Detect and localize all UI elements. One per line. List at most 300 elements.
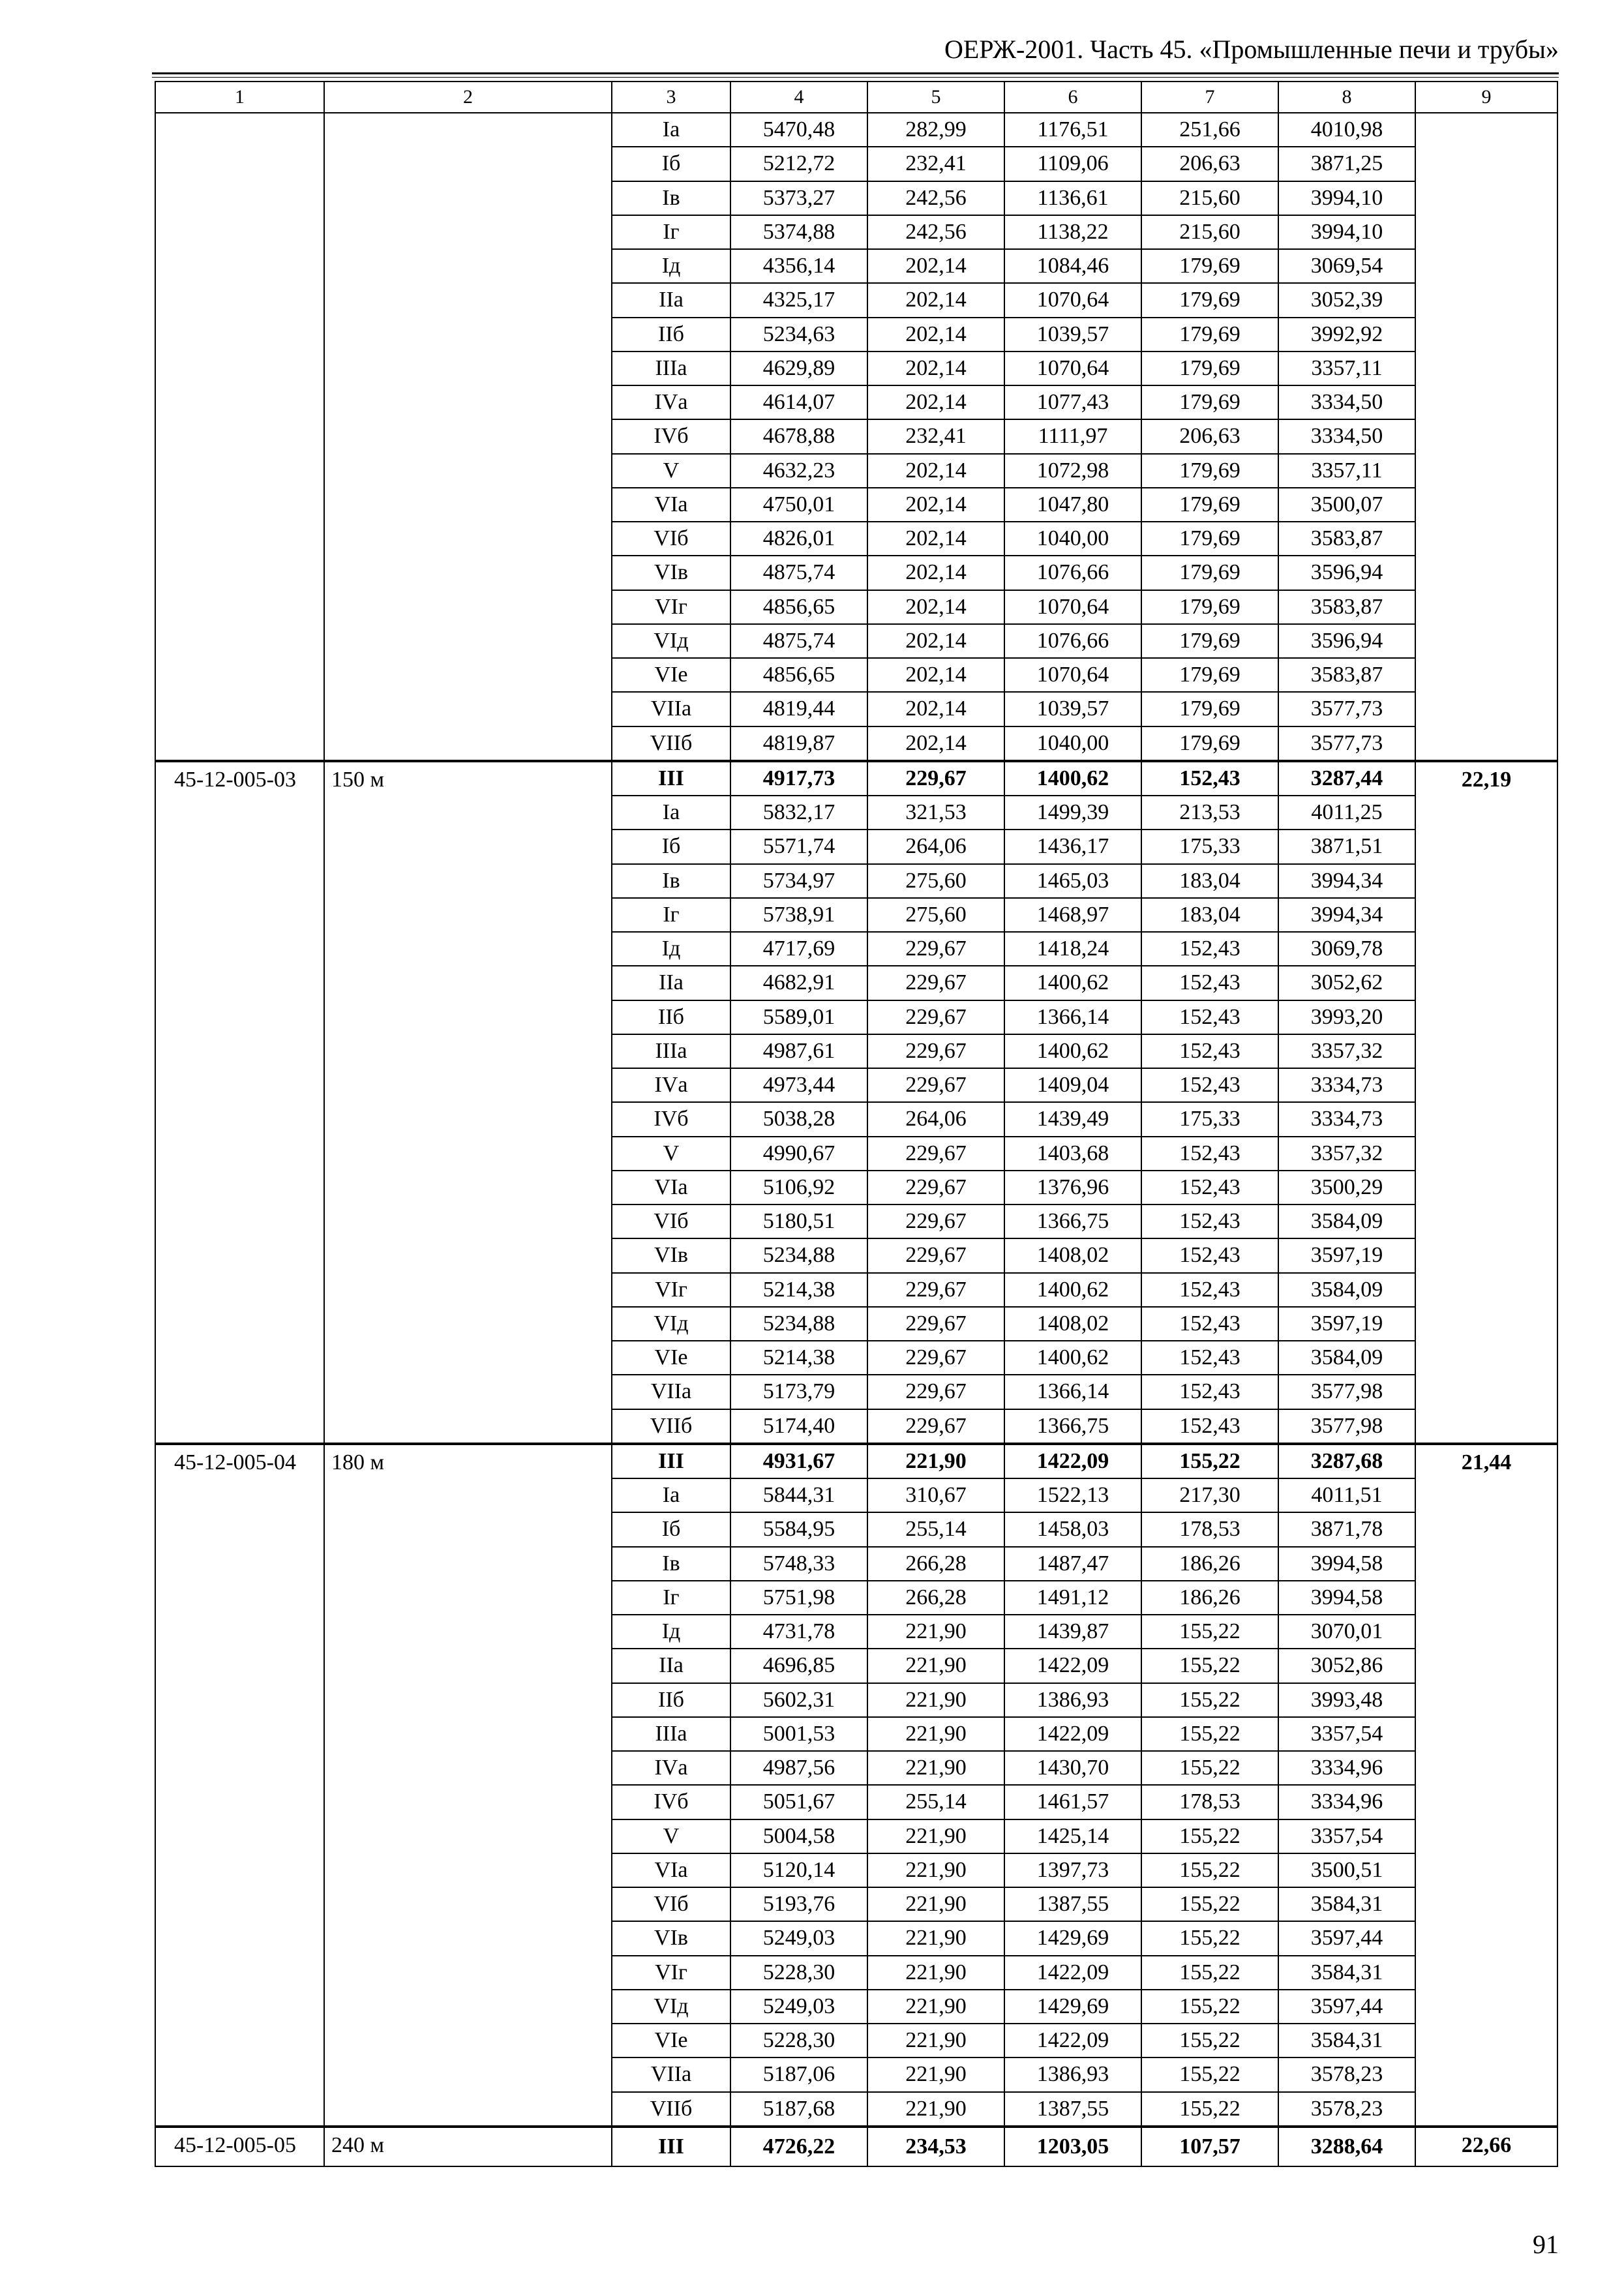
value-cell: 229,67 xyxy=(867,1000,1004,1034)
value-cell: 202,14 xyxy=(867,318,1004,352)
value-cell: 215,60 xyxy=(1141,215,1278,249)
region-cell: VIа xyxy=(612,1171,730,1204)
value-cell: 5120,14 xyxy=(730,1853,867,1887)
region-cell: VIе xyxy=(612,658,730,692)
value-cell: 1076,66 xyxy=(1004,624,1141,658)
region-cell: Iд xyxy=(612,1615,730,1649)
value-cell: 3334,73 xyxy=(1278,1068,1415,1102)
value-cell: 221,90 xyxy=(867,2024,1004,2057)
value-cell: 3583,87 xyxy=(1278,658,1415,692)
region-cell: VIг xyxy=(612,1273,730,1307)
value-cell: 1376,96 xyxy=(1004,1171,1141,1204)
region-cell: VIв xyxy=(612,556,730,590)
value-cell: 3584,09 xyxy=(1278,1341,1415,1375)
value-cell: 251,66 xyxy=(1141,113,1278,147)
value-cell: 1409,04 xyxy=(1004,1068,1141,1102)
value-cell: 4931,67 xyxy=(730,1444,867,1478)
value-cell: 183,04 xyxy=(1141,898,1278,932)
value-cell: 179,69 xyxy=(1141,692,1278,726)
value-cell: 4819,87 xyxy=(730,726,867,761)
value-cell: 255,14 xyxy=(867,1785,1004,1819)
value-cell: 4990,67 xyxy=(730,1137,867,1171)
region-cell: VIг xyxy=(612,1956,730,1990)
value-cell: 3597,19 xyxy=(1278,1307,1415,1341)
value-cell: 3583,87 xyxy=(1278,590,1415,624)
region-cell: VIIб xyxy=(612,1409,730,1444)
value-cell: 5374,88 xyxy=(730,215,867,249)
value-cell: 3871,25 xyxy=(1278,147,1415,181)
value-cell: 3069,54 xyxy=(1278,249,1415,283)
value-cell: 5734,97 xyxy=(730,864,867,898)
region-cell: Iд xyxy=(612,249,730,283)
value-cell: 3596,94 xyxy=(1278,624,1415,658)
region-cell: VIIа xyxy=(612,692,730,726)
value-cell: 3871,78 xyxy=(1278,1512,1415,1546)
value-cell: 1491,12 xyxy=(1004,1581,1141,1615)
value-cell: 152,43 xyxy=(1141,966,1278,1000)
value-cell: 5004,58 xyxy=(730,1819,867,1853)
value-cell: 3334,96 xyxy=(1278,1785,1415,1819)
column-number: 4 xyxy=(730,82,867,113)
value-cell: 5738,91 xyxy=(730,898,867,932)
rate-code: 45-12-005-05 xyxy=(155,2127,324,2166)
value-cell: 3578,23 xyxy=(1278,2057,1415,2091)
region-cell: VIе xyxy=(612,1341,730,1375)
region-cell: III xyxy=(612,1444,730,1478)
value-cell: 3357,11 xyxy=(1278,454,1415,488)
value-cell: 155,22 xyxy=(1141,1921,1278,1955)
region-cell: IIб xyxy=(612,1683,730,1717)
value-cell: 264,06 xyxy=(867,830,1004,863)
value-cell: 1397,73 xyxy=(1004,1853,1141,1887)
region-cell: IVа xyxy=(612,385,730,419)
value-cell: 221,90 xyxy=(867,1751,1004,1785)
region-cell: IIб xyxy=(612,1000,730,1034)
value-cell: 234,53 xyxy=(867,2127,1004,2166)
value-cell: 1387,55 xyxy=(1004,1887,1141,1921)
value-cell: 221,90 xyxy=(867,1956,1004,1990)
labor-cost xyxy=(1415,113,1557,761)
labor-cost: 22,19 xyxy=(1415,761,1557,1444)
value-cell: 3070,01 xyxy=(1278,1615,1415,1649)
rate-code: 45-12-005-04 xyxy=(155,1444,324,2127)
value-cell: 202,14 xyxy=(867,624,1004,658)
value-cell: 179,69 xyxy=(1141,352,1278,385)
value-cell: 3597,44 xyxy=(1278,1921,1415,1955)
value-cell: 3500,51 xyxy=(1278,1853,1415,1887)
value-cell: 3052,39 xyxy=(1278,283,1415,317)
column-number: 8 xyxy=(1278,82,1415,113)
value-cell: 1403,68 xyxy=(1004,1137,1141,1171)
region-cell: Iб xyxy=(612,1512,730,1546)
value-cell: 232,41 xyxy=(867,147,1004,181)
region-cell: III xyxy=(612,2127,730,2166)
value-cell: 3357,32 xyxy=(1278,1137,1415,1171)
value-cell: 155,22 xyxy=(1141,1717,1278,1751)
region-cell: Iд xyxy=(612,932,730,966)
value-cell: 229,67 xyxy=(867,1204,1004,1238)
value-cell: 5187,68 xyxy=(730,2092,867,2127)
value-cell: 5173,79 xyxy=(730,1375,867,1409)
value-cell: 5193,76 xyxy=(730,1887,867,1921)
column-number: 1 xyxy=(155,82,324,113)
value-cell: 179,69 xyxy=(1141,658,1278,692)
value-cell: 4726,22 xyxy=(730,2127,867,2166)
region-cell: V xyxy=(612,1819,730,1853)
value-cell: 179,69 xyxy=(1141,385,1278,419)
value-cell: 4356,14 xyxy=(730,249,867,283)
region-cell: V xyxy=(612,454,730,488)
value-cell: 3994,58 xyxy=(1278,1547,1415,1581)
header-rule-thin xyxy=(152,77,1559,78)
value-cell: 5106,92 xyxy=(730,1171,867,1204)
value-cell: 1487,47 xyxy=(1004,1547,1141,1581)
value-cell: 4875,74 xyxy=(730,624,867,658)
labor-cost: 21,44 xyxy=(1415,1444,1557,2127)
value-cell: 1522,13 xyxy=(1004,1478,1141,1512)
value-cell: 1387,55 xyxy=(1004,2092,1141,2127)
value-cell: 213,53 xyxy=(1141,796,1278,830)
region-cell: Iг xyxy=(612,1581,730,1615)
column-number-row xyxy=(155,82,1557,113)
value-cell: 202,14 xyxy=(867,556,1004,590)
value-cell: 107,57 xyxy=(1141,2127,1278,2166)
region-cell: IIа xyxy=(612,966,730,1000)
value-cell: 5249,03 xyxy=(730,1921,867,1955)
value-cell: 1084,46 xyxy=(1004,249,1141,283)
column-number: 3 xyxy=(612,82,730,113)
value-cell: 3357,11 xyxy=(1278,352,1415,385)
value-cell: 221,90 xyxy=(867,1717,1004,1751)
region-cell: IVа xyxy=(612,1751,730,1785)
value-cell: 229,67 xyxy=(867,932,1004,966)
region-cell: VIд xyxy=(612,1307,730,1341)
value-cell: 179,69 xyxy=(1141,556,1278,590)
value-cell: 179,69 xyxy=(1141,624,1278,658)
value-cell: 155,22 xyxy=(1141,1819,1278,1853)
value-cell: 4731,78 xyxy=(730,1615,867,1649)
value-cell: 1386,93 xyxy=(1004,1683,1141,1717)
value-cell: 3577,98 xyxy=(1278,1375,1415,1409)
value-cell: 221,90 xyxy=(867,2092,1004,2127)
page-number: 91 xyxy=(1533,2230,1559,2259)
value-cell: 1070,64 xyxy=(1004,658,1141,692)
value-cell: 1040,00 xyxy=(1004,522,1141,556)
value-cell: 1439,87 xyxy=(1004,1615,1141,1649)
value-cell: 4856,65 xyxy=(730,658,867,692)
value-cell: 5832,17 xyxy=(730,796,867,830)
value-cell: 3577,98 xyxy=(1278,1409,1415,1444)
region-cell: IIIа xyxy=(612,1717,730,1751)
value-cell: 152,43 xyxy=(1141,932,1278,966)
labor-cost: 22,66 xyxy=(1415,2127,1557,2166)
value-cell: 1422,09 xyxy=(1004,1956,1141,1990)
value-cell: 155,22 xyxy=(1141,1751,1278,1785)
value-cell: 5373,27 xyxy=(730,181,867,215)
value-cell: 275,60 xyxy=(867,898,1004,932)
value-cell: 1077,43 xyxy=(1004,385,1141,419)
value-cell: 155,22 xyxy=(1141,1683,1278,1717)
value-cell: 229,67 xyxy=(867,1375,1004,1409)
value-cell: 3583,87 xyxy=(1278,522,1415,556)
region-cell: V xyxy=(612,1137,730,1171)
value-cell: 155,22 xyxy=(1141,1649,1278,1683)
value-cell: 178,53 xyxy=(1141,1512,1278,1546)
value-cell: 3500,07 xyxy=(1278,488,1415,522)
value-cell: 1422,09 xyxy=(1004,1649,1141,1683)
table-row xyxy=(155,113,1557,147)
value-cell: 3584,31 xyxy=(1278,2024,1415,2057)
rate-code xyxy=(155,113,324,761)
value-cell: 3357,54 xyxy=(1278,1819,1415,1853)
value-cell: 1436,17 xyxy=(1004,830,1141,863)
region-cell: VIа xyxy=(612,1853,730,1887)
region-cell: VIв xyxy=(612,1238,730,1272)
region-cell: IIIа xyxy=(612,1034,730,1068)
value-cell: 152,43 xyxy=(1141,761,1278,796)
value-cell: 4678,88 xyxy=(730,419,867,453)
value-cell: 229,67 xyxy=(867,1137,1004,1171)
value-cell: 4826,01 xyxy=(730,522,867,556)
column-number: 5 xyxy=(867,82,1004,113)
value-cell: 3584,09 xyxy=(1278,1204,1415,1238)
value-cell: 3052,62 xyxy=(1278,966,1415,1000)
value-cell: 221,90 xyxy=(867,1887,1004,1921)
value-cell: 3994,58 xyxy=(1278,1581,1415,1615)
value-cell: 179,69 xyxy=(1141,283,1278,317)
value-cell: 5234,63 xyxy=(730,318,867,352)
region-cell: Iб xyxy=(612,830,730,863)
value-cell: 155,22 xyxy=(1141,1990,1278,2024)
value-cell: 3597,19 xyxy=(1278,1238,1415,1272)
value-cell: 1422,09 xyxy=(1004,2024,1141,2057)
value-cell: 1400,62 xyxy=(1004,1273,1141,1307)
region-cell: VIд xyxy=(612,624,730,658)
value-cell: 152,43 xyxy=(1141,1273,1278,1307)
value-cell: 1400,62 xyxy=(1004,1034,1141,1068)
region-cell: VIе xyxy=(612,2024,730,2057)
value-cell: 1040,00 xyxy=(1004,726,1141,761)
value-cell: 229,67 xyxy=(867,1068,1004,1102)
value-cell: 152,43 xyxy=(1141,1171,1278,1204)
value-cell: 229,67 xyxy=(867,1171,1004,1204)
value-cell: 152,43 xyxy=(1141,1000,1278,1034)
value-cell: 4632,23 xyxy=(730,454,867,488)
value-cell: 3288,64 xyxy=(1278,2127,1415,2166)
value-cell: 1366,75 xyxy=(1004,1409,1141,1444)
value-cell: 3992,92 xyxy=(1278,318,1415,352)
value-cell: 266,28 xyxy=(867,1581,1004,1615)
value-cell: 155,22 xyxy=(1141,2057,1278,2091)
value-cell: 229,67 xyxy=(867,966,1004,1000)
value-cell: 5589,01 xyxy=(730,1000,867,1034)
value-cell: 5212,72 xyxy=(730,147,867,181)
value-cell: 1408,02 xyxy=(1004,1307,1141,1341)
value-cell: 1461,57 xyxy=(1004,1785,1141,1819)
value-cell: 229,67 xyxy=(867,1238,1004,1272)
value-cell: 221,90 xyxy=(867,1444,1004,1478)
value-cell: 229,67 xyxy=(867,1341,1004,1375)
region-cell: VIд xyxy=(612,1990,730,2024)
value-cell: 4629,89 xyxy=(730,352,867,385)
value-cell: 5214,38 xyxy=(730,1273,867,1307)
region-cell: Iв xyxy=(612,181,730,215)
value-cell: 229,67 xyxy=(867,1307,1004,1341)
value-cell: 4011,25 xyxy=(1278,796,1415,830)
value-cell: 1070,64 xyxy=(1004,590,1141,624)
value-cell: 221,90 xyxy=(867,1853,1004,1887)
value-cell: 202,14 xyxy=(867,249,1004,283)
value-cell: 1465,03 xyxy=(1004,864,1141,898)
value-cell: 175,33 xyxy=(1141,830,1278,863)
value-cell: 155,22 xyxy=(1141,1887,1278,1921)
value-cell: 5180,51 xyxy=(730,1204,867,1238)
region-cell: Iг xyxy=(612,898,730,932)
value-cell: 3584,31 xyxy=(1278,1887,1415,1921)
value-cell: 4717,69 xyxy=(730,932,867,966)
value-cell: 255,14 xyxy=(867,1512,1004,1546)
value-cell: 310,67 xyxy=(867,1478,1004,1512)
value-cell: 1076,66 xyxy=(1004,556,1141,590)
region-cell: VIIа xyxy=(612,1375,730,1409)
value-cell: 4987,56 xyxy=(730,1751,867,1785)
header-rule xyxy=(152,72,1559,74)
column-number: 7 xyxy=(1141,82,1278,113)
value-cell: 1366,14 xyxy=(1004,1000,1141,1034)
value-cell: 1439,49 xyxy=(1004,1102,1141,1136)
value-cell: 1109,06 xyxy=(1004,147,1141,181)
value-cell: 3334,50 xyxy=(1278,385,1415,419)
region-cell: Iв xyxy=(612,864,730,898)
value-cell: 1138,22 xyxy=(1004,215,1141,249)
value-cell: 266,28 xyxy=(867,1547,1004,1581)
value-cell: 4325,17 xyxy=(730,283,867,317)
value-cell: 5187,06 xyxy=(730,2057,867,2091)
value-cell: 3334,50 xyxy=(1278,419,1415,453)
value-cell: 221,90 xyxy=(867,1819,1004,1853)
value-cell: 5234,88 xyxy=(730,1238,867,1272)
value-cell: 3584,31 xyxy=(1278,1956,1415,1990)
value-cell: 155,22 xyxy=(1141,1615,1278,1649)
value-cell: 4875,74 xyxy=(730,556,867,590)
region-cell: Iг xyxy=(612,215,730,249)
value-cell: 242,56 xyxy=(867,215,1004,249)
value-cell: 4819,44 xyxy=(730,692,867,726)
value-cell: 206,63 xyxy=(1141,147,1278,181)
region-cell: Iа xyxy=(612,1478,730,1512)
value-cell: 1408,02 xyxy=(1004,1238,1141,1272)
value-cell: 321,53 xyxy=(867,796,1004,830)
value-cell: 3287,44 xyxy=(1278,761,1415,796)
value-cell: 3994,34 xyxy=(1278,864,1415,898)
value-cell: 221,90 xyxy=(867,1990,1004,2024)
value-cell: 1468,97 xyxy=(1004,898,1141,932)
value-cell: 179,69 xyxy=(1141,488,1278,522)
value-cell: 232,41 xyxy=(867,419,1004,453)
table-row xyxy=(155,1444,1557,1478)
value-cell: 1425,14 xyxy=(1004,1819,1141,1853)
value-cell: 3577,73 xyxy=(1278,692,1415,726)
region-cell: VIб xyxy=(612,1887,730,1921)
value-cell: 5228,30 xyxy=(730,2024,867,2057)
table-body xyxy=(155,82,1557,2166)
value-cell: 152,43 xyxy=(1141,1341,1278,1375)
value-cell: 1111,97 xyxy=(1004,419,1141,453)
value-cell: 3334,96 xyxy=(1278,1751,1415,1785)
value-cell: 4987,61 xyxy=(730,1034,867,1068)
value-cell: 3287,68 xyxy=(1278,1444,1415,1478)
value-cell: 5051,67 xyxy=(730,1785,867,1819)
value-cell: 215,60 xyxy=(1141,181,1278,215)
value-cell: 1366,14 xyxy=(1004,1375,1141,1409)
value-cell: 229,67 xyxy=(867,1034,1004,1068)
region-cell: Iб xyxy=(612,147,730,181)
value-cell: 5001,53 xyxy=(730,1717,867,1751)
value-cell: 202,14 xyxy=(867,283,1004,317)
value-cell: 5748,33 xyxy=(730,1547,867,1581)
value-cell: 1176,51 xyxy=(1004,113,1141,147)
value-cell: 221,90 xyxy=(867,1615,1004,1649)
rate-name: 180 м xyxy=(324,1444,612,2127)
value-cell: 202,14 xyxy=(867,590,1004,624)
region-cell: IVб xyxy=(612,1102,730,1136)
region-cell: Iа xyxy=(612,113,730,147)
value-cell: 3994,34 xyxy=(1278,898,1415,932)
value-cell: 1400,62 xyxy=(1004,761,1141,796)
value-cell: 3597,44 xyxy=(1278,1990,1415,2024)
value-cell: 4011,51 xyxy=(1278,1478,1415,1512)
value-cell: 4973,44 xyxy=(730,1068,867,1102)
region-cell: VIIб xyxy=(612,726,730,761)
value-cell: 202,14 xyxy=(867,692,1004,726)
value-cell: 155,22 xyxy=(1141,1853,1278,1887)
value-cell: 3871,51 xyxy=(1278,830,1415,863)
value-cell: 178,53 xyxy=(1141,1785,1278,1819)
value-cell: 4696,85 xyxy=(730,1649,867,1683)
region-cell: IVа xyxy=(612,1068,730,1102)
value-cell: 179,69 xyxy=(1141,454,1278,488)
value-cell: 5249,03 xyxy=(730,1990,867,2024)
value-cell: 1070,64 xyxy=(1004,352,1141,385)
value-cell: 5228,30 xyxy=(730,1956,867,1990)
value-cell: 155,22 xyxy=(1141,2092,1278,2127)
value-cell: 175,33 xyxy=(1141,1102,1278,1136)
value-cell: 152,43 xyxy=(1141,1034,1278,1068)
value-cell: 4856,65 xyxy=(730,590,867,624)
value-cell: 229,67 xyxy=(867,1409,1004,1444)
value-cell: 1430,70 xyxy=(1004,1751,1141,1785)
value-cell: 5470,48 xyxy=(730,113,867,147)
value-cell: 4614,07 xyxy=(730,385,867,419)
region-cell: VIIа xyxy=(612,2057,730,2091)
region-cell: VIа xyxy=(612,488,730,522)
value-cell: 4750,01 xyxy=(730,488,867,522)
value-cell: 3357,32 xyxy=(1278,1034,1415,1068)
value-cell: 3994,10 xyxy=(1278,181,1415,215)
value-cell: 1136,61 xyxy=(1004,181,1141,215)
value-cell: 3069,78 xyxy=(1278,932,1415,966)
value-cell: 155,22 xyxy=(1141,1956,1278,1990)
value-cell: 3578,23 xyxy=(1278,2092,1415,2127)
value-cell: 5214,38 xyxy=(730,1341,867,1375)
value-cell: 221,90 xyxy=(867,2057,1004,2091)
value-cell: 1070,64 xyxy=(1004,283,1141,317)
column-number: 6 xyxy=(1004,82,1141,113)
value-cell: 3993,20 xyxy=(1278,1000,1415,1034)
value-cell: 202,14 xyxy=(867,658,1004,692)
value-cell: 1203,05 xyxy=(1004,2127,1141,2166)
value-cell: 242,56 xyxy=(867,181,1004,215)
